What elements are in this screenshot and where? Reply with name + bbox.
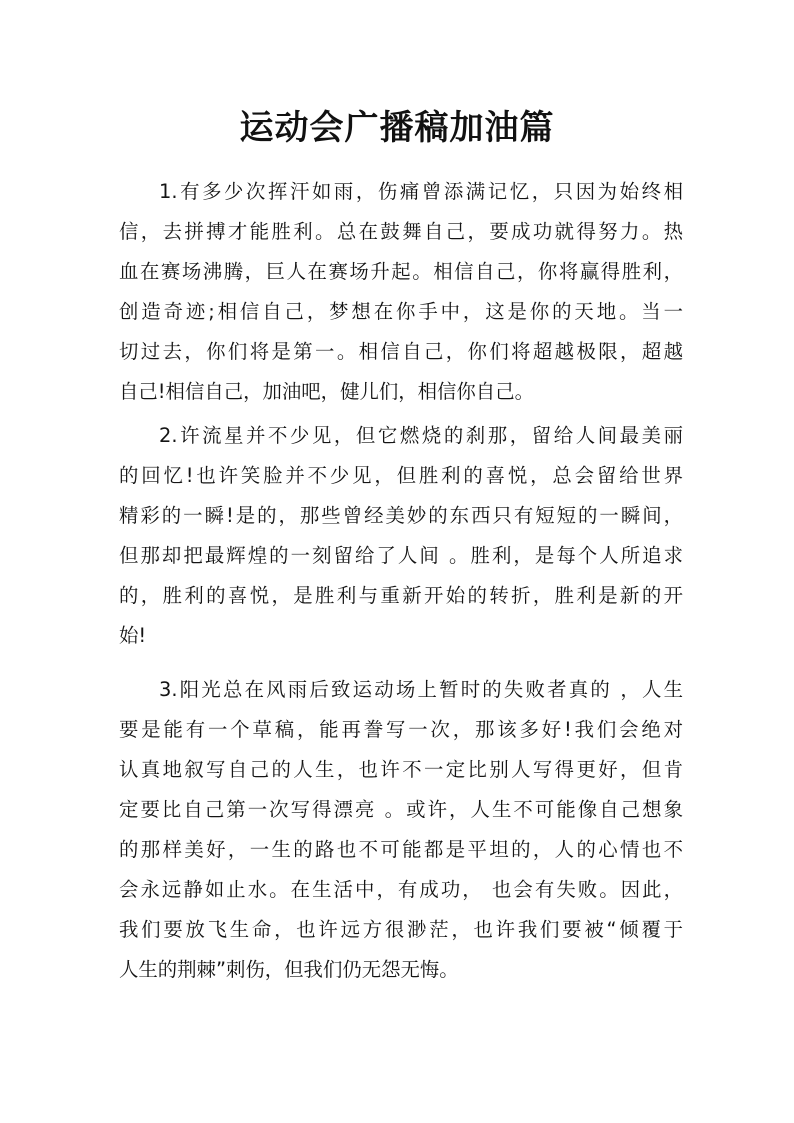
paragraph-line: 认真地叙写自己的人生，也许不一定比别人写得更好，但肯 [119, 758, 683, 781]
paragraph-line: 的回忆!也许笑脸并不少见，但胜利的喜悦，总会留给世界 [119, 464, 683, 487]
paragraph-line: 切过去，你们将是第一。相信自己，你们将超越极限，超越 [119, 340, 683, 363]
paragraph-line: 的，胜利的喜悦，是胜利与重新开始的转折，胜利是新的开 [119, 584, 683, 607]
paragraph-line: 人生的荆棘”刺伤，但我们仍无怨无悔。 [119, 958, 459, 981]
document-title: 运动会广播稿加油篇 [239, 108, 555, 148]
paragraph-line: 要是能有一个草稿，能再誊写一次，那该多好!我们会绝对 [119, 718, 683, 741]
paragraph-line: 1.有多少次挥汗如雨，伤痛曾添满记忆，只因为始终相 [159, 180, 683, 203]
paragraph-line: 的那样美好，一生的路也不可能都是平坦的，人的心情也不 [119, 838, 683, 861]
paragraph-line: 创造奇迹;相信自己，梦想在你手中，这是你的天地。当一 [119, 300, 683, 323]
paragraph-line: 始! [119, 624, 147, 647]
paragraph-line: 自己!相信自己，加油吧，健儿们，相信你自己。 [119, 380, 534, 403]
paragraph-2 [119, 416, 683, 656]
paragraph-line: 3.阳光总在风雨后致运动场上暂时的失败者真的 ，人生 [159, 678, 683, 701]
paragraph-1 [119, 172, 683, 412]
paragraph-line: 会永远静如止水。在生活中，有成功， 也会有失败。因此， [119, 878, 683, 901]
paragraph-line: 血在赛场沸腾，巨人在赛场升起。相信自己，你将赢得胜利， [119, 260, 683, 283]
paragraph-line: 2.许流星并不少见，但它燃烧的刹那，留给人间最美丽 [159, 424, 683, 447]
paragraph-line: 但那却把最辉煌的一刻留给了人间 。胜利，是每个人所追求 [119, 544, 683, 567]
document-body [119, 172, 683, 990]
paragraph-line: 定要比自己第一次写得漂亮 。或许，人生不可能像自己想象 [119, 798, 683, 821]
paragraph-line: 我们要放飞生命，也许远方很渺茫，也许我们要被“倾覆于 [119, 918, 683, 941]
paragraph-line: 精彩的一瞬!是的，那些曾经美妙的东西只有短短的一瞬间， [119, 504, 683, 527]
paragraph-3 [119, 670, 683, 990]
paragraph-line: 信，去拼搏才能胜利。总在鼓舞自己，要成功就得努力。热 [119, 220, 683, 243]
